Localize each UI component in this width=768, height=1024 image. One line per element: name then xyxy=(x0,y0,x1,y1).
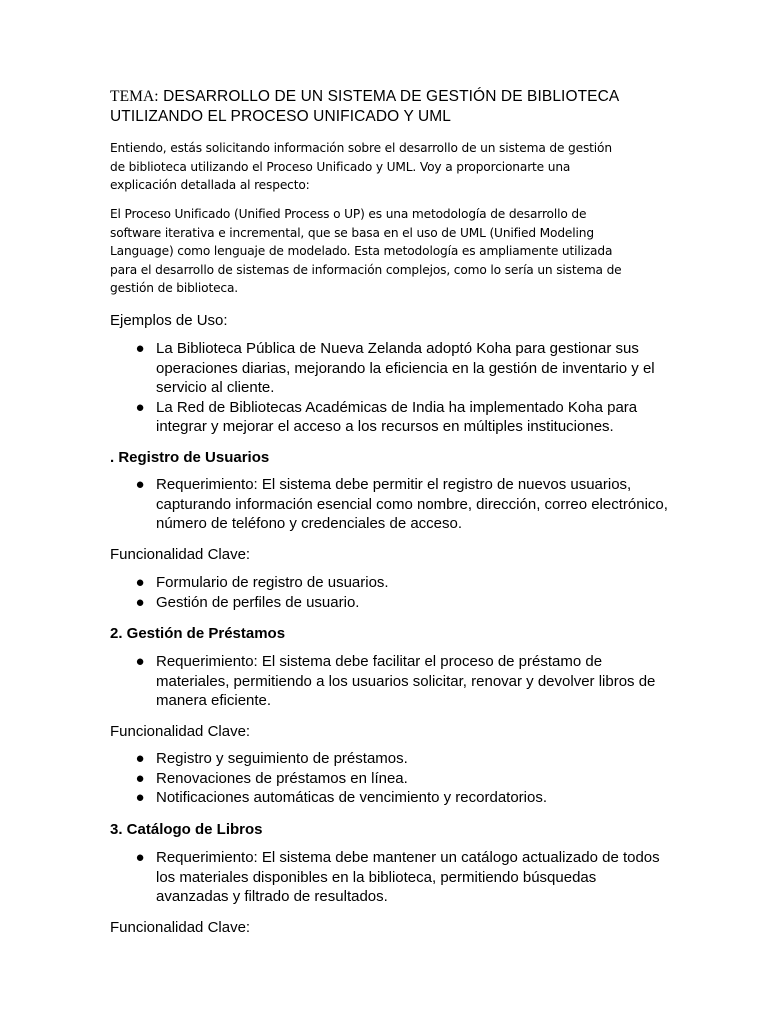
intro-paragraph-1: Entiendo, estás solicitando información sobre el desarrollo de un sistema de gestión de biblioteca utilizando el Proceso Unificado y UML. Voy a proporcionarte una explicación detallada al respecto: xyxy=(110,141,612,192)
list-item xyxy=(110,398,670,437)
title-label: TEMA: xyxy=(110,88,159,105)
functionality-list xyxy=(110,573,670,612)
title-text: DESARROLLO DE UN SISTEMA DE GESTIÓN DE BIBLIOTECA UTILIZANDO EL PROCESO UNIFICADO Y UML xyxy=(110,88,619,125)
section-heading-catalogo: 3. Catálogo de Libros xyxy=(110,821,263,838)
list-item xyxy=(110,652,670,711)
requirement-list xyxy=(110,848,670,907)
list-item-text: La Red de Bibliotecas Académicas de India ha implementado Koha para integrar y mejorar el acceso a los recursos en múltiples instituciones. xyxy=(156,398,638,436)
section-heading-prestamos: 2. Gestión de Préstamos xyxy=(110,625,286,642)
list-item xyxy=(110,339,670,398)
bullet-icon: ● xyxy=(135,653,145,670)
requirement-text: Requerimiento: El sistema debe facilitar el proceso de préstamo de materiales, permitiendo a los usuarios solicitar, renovar y devolver libros de manera eficiente. xyxy=(156,653,656,710)
bullet-icon: ● xyxy=(135,769,145,787)
examples-list xyxy=(110,339,670,437)
list-item-text: Registro y seguimiento de préstamos. xyxy=(156,750,408,767)
examples-heading: Ejemplos de Uso: xyxy=(110,312,228,329)
functionality-label: Funcionalidad Clave: xyxy=(110,919,251,936)
functionality-label: Funcionalidad Clave: xyxy=(110,723,251,740)
list-item-text: Gestión de perfiles de usuario. xyxy=(156,593,360,611)
requirement-text: Requerimiento: El sistema debe mantener un catálogo actualizado de todos los materiales disponibles en la biblioteca, permitiendo búsquedas avanzadas y filtrado de resultados. xyxy=(156,849,660,906)
document-title xyxy=(110,87,670,127)
list-item-text: Notificaciones automáticas de vencimiento y recordatorios. xyxy=(156,789,548,807)
intro-paragraph-2: El Proceso Unificado (Unified Process o UP) es una metodología de desarrollo de software iterativa e incremental, que se basa en el uso de UML (Unified Modeling Language) como lenguaje de modelado. Esta metodología es ampliamente utilizada para el desarrollo de sistemas de información complejos, como lo sería un sistema de gestión de biblioteca. xyxy=(110,207,622,295)
bullet-icon: ● xyxy=(135,750,145,767)
bullet-icon: ● xyxy=(135,789,145,807)
bullet-icon: ● xyxy=(135,593,145,611)
list-item xyxy=(110,749,670,769)
requirement-list xyxy=(110,475,670,534)
bullet-icon: ● xyxy=(135,849,145,866)
functionality-list xyxy=(110,749,670,808)
bullet-icon: ● xyxy=(135,476,145,493)
list-item-text: Renovaciones de préstamos en línea. xyxy=(156,769,408,787)
requirement-text: Requerimiento: El sistema debe permitir el registro de nuevos usuarios, capturando información esencial como nombre, dirección, correo electrónico, número de teléfono y credenciales de acceso. xyxy=(156,476,668,533)
bullet-icon: ● xyxy=(135,398,145,416)
list-item-text: Formulario de registro de usuarios. xyxy=(156,574,389,591)
list-item xyxy=(110,573,670,593)
requirement-list xyxy=(110,652,670,711)
list-item xyxy=(110,769,670,789)
functionality-label: Funcionalidad Clave: xyxy=(110,546,251,563)
list-item xyxy=(110,848,670,907)
bullet-icon: ● xyxy=(135,574,145,591)
bullet-icon: ● xyxy=(135,340,145,357)
list-item xyxy=(110,788,670,808)
list-item-text: La Biblioteca Pública de Nueva Zelanda adoptó Koha para gestionar sus operaciones diarias, mejorando la eficiencia en la gestión de inventario y el servicio al cliente. xyxy=(156,340,655,397)
list-item xyxy=(110,593,670,613)
section-heading-registro: . Registro de Usuarios xyxy=(110,449,270,466)
list-item xyxy=(110,475,670,534)
